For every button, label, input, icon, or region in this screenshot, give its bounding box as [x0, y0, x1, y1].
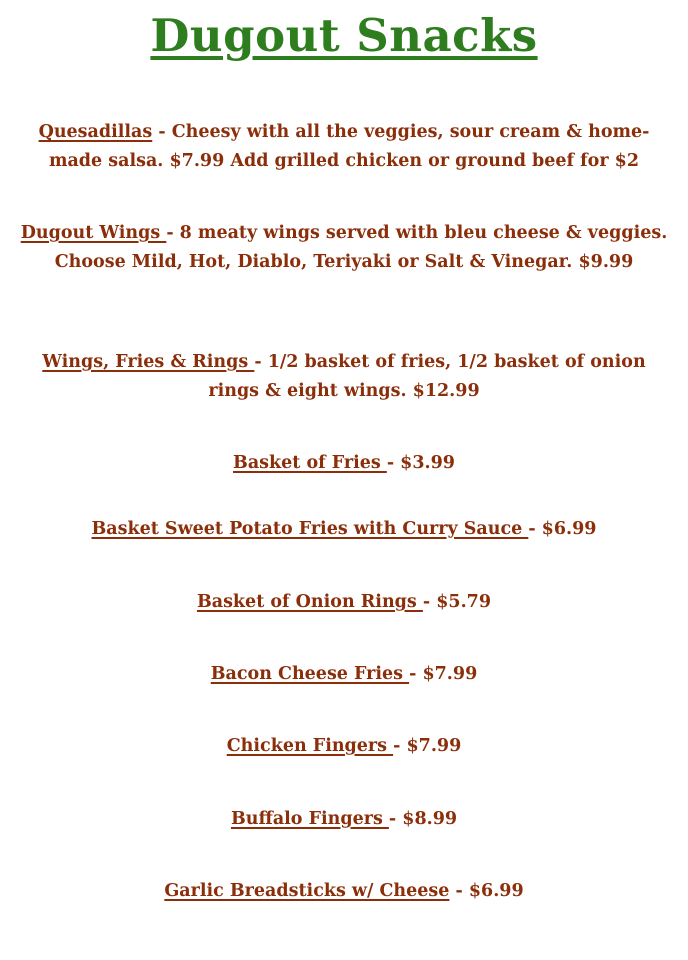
- menu-item-name: Bacon Cheese Fries: [210, 664, 410, 684]
- menu-item-detail: - Cheesy with all the veggies, sour cream & home-made salsa. $7.99 Add grilled chicken or ground beef for $2: [48, 122, 650, 171]
- menu-item-name: Basket of Onion Rings: [196, 592, 423, 612]
- menu-item-bacon-cheese-fries: [16, 660, 672, 689]
- menu-item-onion-rings: [16, 588, 672, 617]
- menu-item-buffalo-fingers: [16, 805, 672, 834]
- menu-item-detail: - $7.99: [409, 664, 478, 684]
- page-title: Dugout Snacks: [150, 9, 538, 62]
- menu-item-name: Buffalo Fingers: [230, 809, 389, 829]
- menu-item-sweet-potato-fries: [16, 515, 672, 544]
- menu-item-name: Chicken Fingers: [226, 736, 394, 756]
- menu-item-chicken-fingers: [16, 732, 672, 761]
- menu-item-name: Quesadillas: [38, 122, 153, 142]
- menu-item-dugout-wings: [16, 219, 672, 277]
- menu-item-name: Basket Sweet Potato Fries with Curry Sauce: [91, 519, 529, 539]
- menu-item-detail: - 8 meaty wings served with bleu cheese & veggies. Choose Mild, Hot, Diablo, Teriyaki or Salt & Vinegar. $9.99: [54, 223, 668, 272]
- menu-item-detail: - $7.99: [393, 736, 462, 756]
- menu-item-basket-of-fries: [16, 449, 672, 478]
- menu-item-name: Garlic Breadsticks w/ Cheese: [164, 881, 450, 901]
- menu-item-name: Basket of Fries: [233, 453, 387, 473]
- menu-item-detail: - $5.79: [422, 592, 492, 612]
- menu-item-detail: - $3.99: [386, 453, 455, 473]
- menu-item-garlic-breadsticks: [16, 877, 672, 906]
- menu-item-wings-fries-rings: [16, 348, 672, 406]
- menu-item-detail: - 1/2 basket of fries, 1/2 basket of onion rings & eight wings. $12.99: [208, 352, 646, 401]
- menu-item-detail: - $8.99: [388, 809, 458, 829]
- menu-item-quesadillas: [16, 118, 672, 176]
- menu-item-detail: - $6.99: [449, 881, 524, 901]
- menu-item-detail: - $6.99: [528, 519, 597, 539]
- menu-item-name: Wings, Fries & Rings: [42, 352, 255, 372]
- menu-item-name: Dugout Wings: [20, 223, 167, 243]
